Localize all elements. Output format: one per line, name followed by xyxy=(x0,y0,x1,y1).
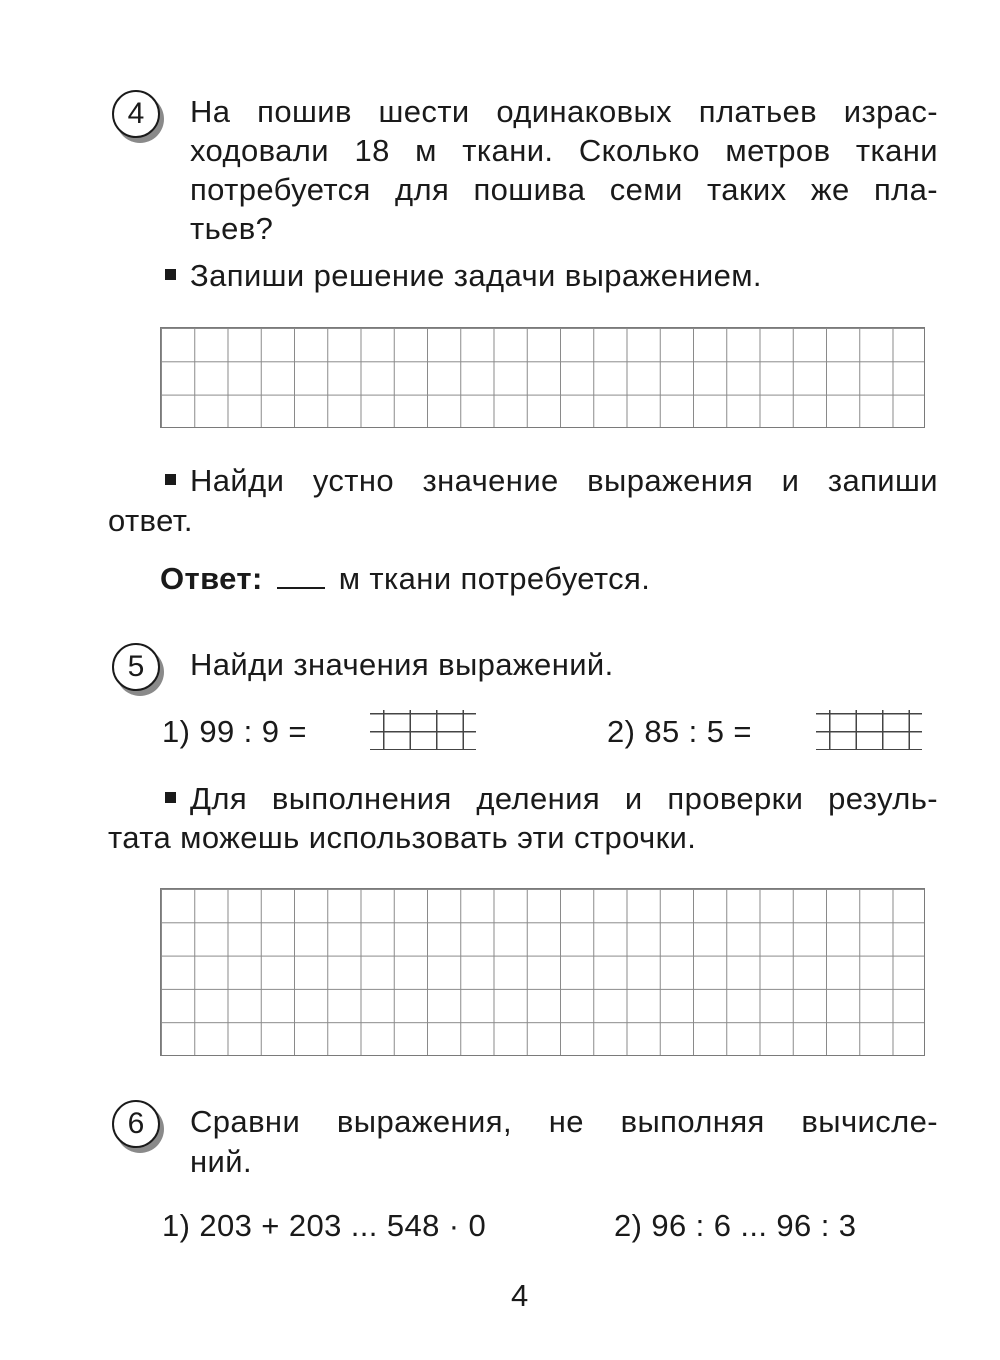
task-4-instruction-2-line-1: Найди устно значение выражения и запиши xyxy=(165,463,938,499)
answer-suffix: м ткани потребуется. xyxy=(338,561,651,596)
bullet-icon xyxy=(165,269,176,280)
task-4-instruction-2-line-2: ответ. xyxy=(108,503,193,538)
answer-blank[interactable] xyxy=(277,561,325,589)
task-4-instruction-1: Запиши решение задачи выражением. xyxy=(165,258,762,294)
task-5-number-badge xyxy=(112,643,162,693)
task-6-expression-1: 1) 203 + 203 ... 548 · 0 xyxy=(162,1208,487,1243)
task-4-text-line-1: На пошив шести одинаковых платьев израс- xyxy=(190,94,938,129)
page-number: 4 xyxy=(511,1278,529,1313)
task-5-work-grid[interactable] xyxy=(160,888,925,1056)
task-6-text-line-1: Сравни выражения, не выполняя вычисле- xyxy=(190,1104,938,1139)
task-5-number: 5 xyxy=(112,643,160,691)
task-4-number: 4 xyxy=(112,90,160,138)
task-6-text-line-2: ний. xyxy=(190,1144,252,1179)
answer-label: Ответ: xyxy=(160,561,263,596)
task-5-answer-2-cells[interactable] xyxy=(816,710,922,750)
task-4-number-badge xyxy=(112,90,162,140)
task-5-expression-2: 2) 85 : 5 = xyxy=(607,714,752,749)
task-5-answer-1-cells[interactable] xyxy=(370,710,476,750)
task-4-answer-line xyxy=(160,561,650,597)
bullet-icon xyxy=(165,792,176,803)
task-5-prompt: Найди значения выражений. xyxy=(190,647,614,682)
task-5-instruction-line-1: Для выполнения деления и проверки резуль- xyxy=(165,781,938,817)
bullet-icon xyxy=(165,474,176,485)
task-5-expression-1: 1) 99 : 9 = xyxy=(162,714,307,749)
task-6-number: 6 xyxy=(112,1100,160,1148)
task-4-text-line-4: тьев? xyxy=(190,211,274,246)
task-4-text-line-2: ходовали 18 м ткани. Сколько метров ткани xyxy=(190,133,938,168)
task-5-instruction-line-2: тата можешь использовать эти строчки. xyxy=(108,820,697,855)
task-6-expression-2: 2) 96 : 6 ... 96 : 3 xyxy=(614,1208,857,1243)
task-4-solution-grid[interactable] xyxy=(160,327,925,428)
task-4-text-line-3: потребуется для пошива семи таких же пла- xyxy=(190,172,938,207)
task-6-number-badge xyxy=(112,1100,162,1150)
